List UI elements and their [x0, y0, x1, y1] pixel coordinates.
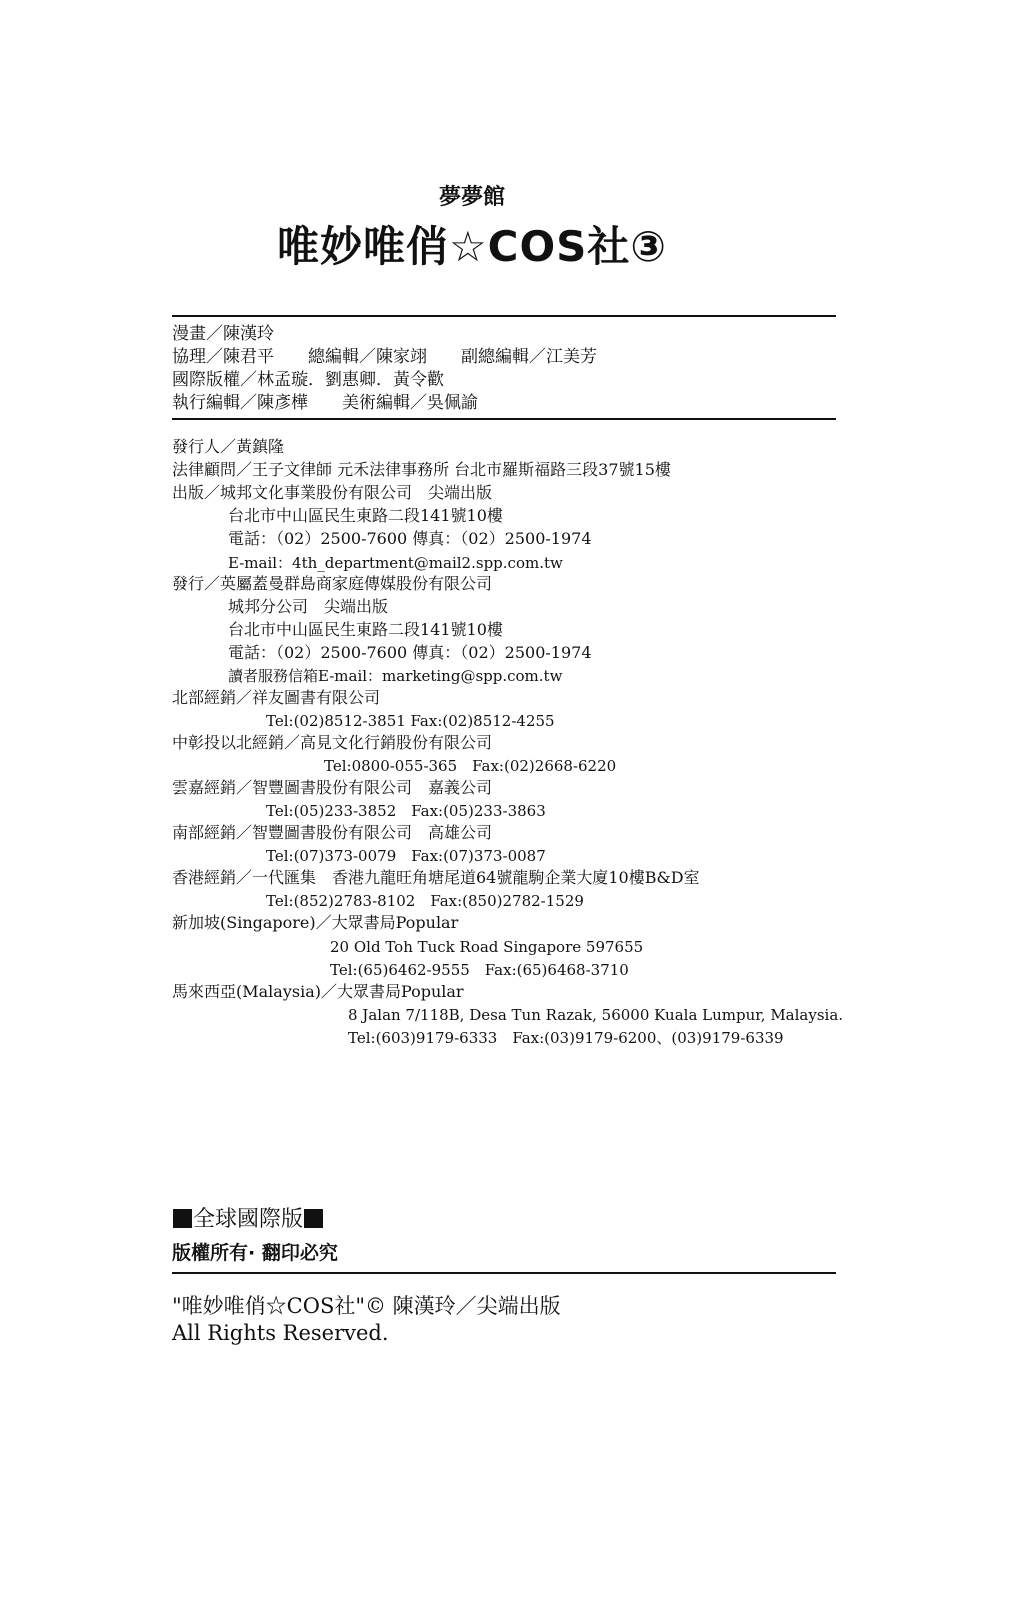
my-address: 8 Jalan 7/118B, Desa Tun Razak, 56000 Kuala Lumpur, Malaysia. — [348, 1006, 844, 1024]
distribute-branch: 城邦分公司 尖端出版 — [228, 597, 389, 616]
book-title: 唯妙唯俏☆COS社③ — [277, 222, 667, 271]
distribute-email: 讀者服務信箱E-mail：marketing@spp.com.tw — [228, 667, 563, 685]
distribute-address: 台北市中山區民生東路二段141號10樓 — [228, 620, 503, 639]
credit-rights: 國際版權／林孟璇．劉惠卿．黃令歡 — [172, 370, 444, 390]
distribute-phone: 電話：（02）2500-7600 傳真：（02）2500-1974 — [228, 643, 592, 662]
publish-line: 出版／城邦文化事業股份有限公司 尖端出版 — [172, 483, 493, 502]
south-contact: Tel:(07)373-0079 Fax:(07)373-0087 — [266, 847, 546, 865]
publish-email: E-mail：4th_department@mail2.spp.com.tw — [228, 554, 563, 572]
credit-artist: 漫畫／陳漢玲 — [172, 324, 274, 344]
legal-line: 法律顧問／王子文律師 元禾法律事務所 台北市羅斯福路三段37號15樓 — [172, 460, 671, 479]
my-distributor: 馬來西亞(Malaysia)／大眾書局Popular — [172, 982, 464, 1001]
all-rights-reserved: All Rights Reserved. — [172, 1321, 389, 1345]
my-contact: Tel:(603)9179-6333 Fax:(03)9179-6200、(03)9179-6339 — [348, 1029, 784, 1047]
north-contact: Tel:(02)8512-3851 Fax:(02)8512-4255 — [266, 712, 555, 730]
divider-middle — [172, 418, 836, 420]
sg-contact: Tel:(65)6462-9555 Fax:(65)6468-3710 — [330, 961, 629, 979]
publish-address: 台北市中山區民生東路二段141號10樓 — [228, 506, 503, 525]
publish-phone: 電話：（02）2500-7600 傳真：（02）2500-1974 — [228, 529, 592, 548]
central-contact: Tel:0800-055-365 Fax:(02)2668-6220 — [324, 757, 617, 775]
credit-design: 執行編輯／陳彥樺 美術編輯／吳佩諭 — [172, 393, 478, 413]
south-distributor: 南部經銷／智豐圖書股份有限公司 高雄公司 — [172, 823, 493, 842]
copyright-line: "唯妙唯俏☆COS社"© 陳漢玲／尖端出版 — [172, 1294, 561, 1318]
square-bullet-icon — [173, 1209, 192, 1228]
credit-editors: 協理／陳君平 總編輯／陳家翊 副總編輯／江美芳 — [172, 347, 597, 367]
square-bullet-icon — [304, 1209, 323, 1228]
series-name: 夢夢館 — [438, 185, 505, 210]
central-distributor: 中彰投以北經銷／高見文化行銷股份有限公司 — [172, 733, 493, 752]
divider-top — [172, 315, 836, 317]
hk-distributor: 香港經銷／一代匯集 香港九龍旺角塘尾道64號龍駒企業大廈10樓B&D室 — [172, 868, 700, 887]
sg-address: 20 Old Toh Tuck Road Singapore 597655 — [330, 938, 644, 956]
yunjia-distributor: 雲嘉經銷／智豐圖書股份有限公司 嘉義公司 — [172, 778, 493, 797]
distribute-line: 發行／英屬蓋曼群島商家庭傳媒股份有限公司 — [172, 574, 493, 593]
hk-contact: Tel:(852)2783-8102 Fax:(850)2782-1529 — [266, 892, 584, 910]
divider-bottom — [172, 1272, 836, 1274]
sg-distributor: 新加坡(Singapore)／大眾書局Popular — [172, 913, 459, 932]
issuer-line: 發行人／黃鎮隆 — [172, 437, 285, 456]
yunjia-contact: Tel:(05)233-3852 Fax:(05)233-3863 — [266, 802, 546, 820]
global-edition-label: 全球國際版 — [172, 1202, 324, 1233]
north-distributor: 北部經銷／祥友圖書有限公司 — [172, 688, 381, 707]
rights-reserved-zh: 版權所有· 翻印必究 — [172, 1242, 338, 1264]
